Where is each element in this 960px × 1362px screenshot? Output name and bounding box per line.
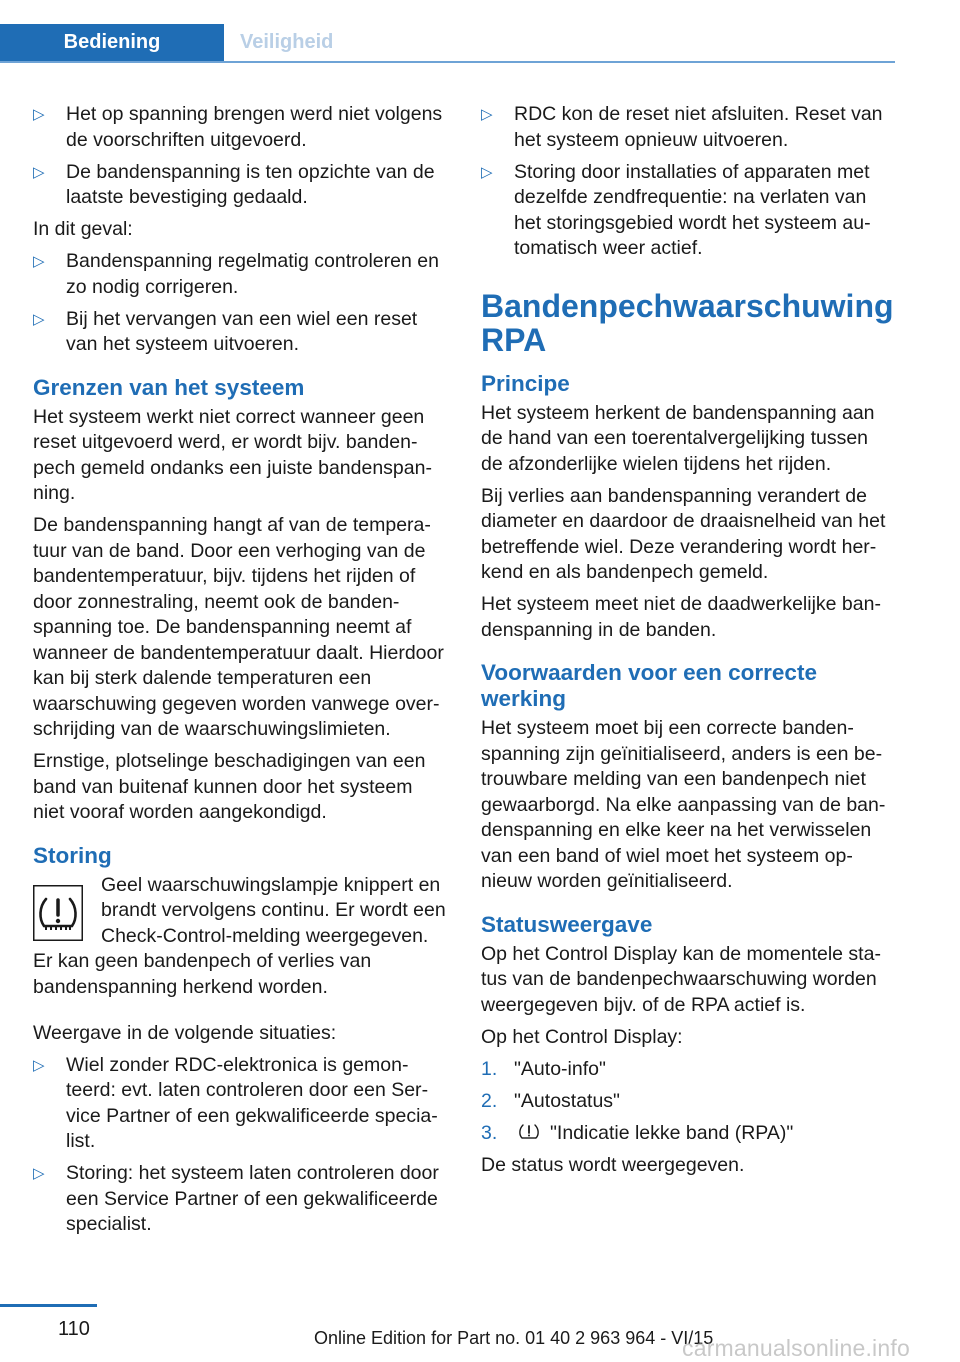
triangle-bullet-icon: ▷ bbox=[481, 163, 493, 181]
paragraph: Het systeem meet niet de daadwerkelijke bandenspanning in de banden. bbox=[481, 593, 881, 641]
left-column bbox=[33, 102, 448, 1244]
numbered-list bbox=[481, 1057, 893, 1147]
heading-bandenpechwaarschuwing: Bandenpechwaarschuwing RPA bbox=[481, 287, 894, 358]
triangle-bullet-icon: ▷ bbox=[33, 1056, 45, 1074]
tire-pressure-warning-icon bbox=[33, 885, 83, 941]
bullet-list bbox=[33, 1053, 448, 1238]
watermark: carmanualsonline.info bbox=[682, 1335, 910, 1361]
triangle-bullet-icon: ▷ bbox=[33, 310, 45, 328]
chapter-tabbar bbox=[0, 0, 895, 62]
list-item: 3. "Indicatie lekke band (RPA)" bbox=[481, 1121, 794, 1144]
tab-veiligheid[interactable]: Veiligheid bbox=[240, 31, 334, 53]
paragraph: De status wordt weergegeven. bbox=[481, 1153, 745, 1176]
paragraph: Weergave in de volgende situaties: bbox=[33, 1021, 337, 1044]
list-item: ▷ Storing: het systeem laten controleren door een Service Partner of een gekwalificeerde specialist. bbox=[33, 1161, 448, 1238]
paragraph: Geel waarschuwingslampje knippert en brandt vervolgens continu. Er wordt een Check-Control-melding weergegeven. Er kan geen bandenpech of verlies van bandenspanning herkend worden. bbox=[33, 873, 446, 998]
triangle-bullet-icon: ▷ bbox=[33, 253, 45, 270]
heading-voorwaarden: Voorwaarden voor een correcte werking bbox=[481, 660, 817, 711]
edition-text: Online Edition for Part no. 01 40 2 963 964 - VI/15 bbox=[314, 1328, 714, 1348]
heading-storing: Storing bbox=[33, 842, 112, 868]
list-item: ▷ RDC kon de reset niet afsluiten. Reset van het systeem opnieuw uitvoeren. bbox=[481, 102, 893, 153]
paragraph: Het systeem herkent de bandenspanning aan de hand van een toerentalvergelijking tussen de afzonderlijke wielen tijdens het rijden. bbox=[481, 401, 875, 475]
paragraph: Bij verlies aan bandenspanning verandert de diameter en daardoor de draaisnelheid van het betreffende wiel. Deze verandering wordt herkend en als bandenpech gemeld. bbox=[481, 484, 886, 583]
page-number: 110 bbox=[58, 1318, 90, 1340]
paragraph: De bandenspanning hangt af van de temperatuur van de band. Door een verhoging van de bandentemperatuur, bijv. tijdens het rijden of door zonnestraling, neemt ook de bandenspanning toe. De bandenspanning neemt af wanneer de bandentemperatuur daalt. Hierdoor kan bij sterk dalende temperaturen een waarschuwing gegeven worden vanwege overschrijding van de waarschuwingslimieten. bbox=[33, 514, 444, 740]
list-item: 1. "Auto-info" bbox=[481, 1057, 606, 1080]
paragraph: Op het Control Display kan de momentele status van de bandenpechwaarschuwing worden weergegeven bijv. of de RPA actief is. bbox=[481, 942, 881, 1016]
paragraph: Het systeem werkt niet correct wanneer geen reset uitgevoerd werd, er wordt bijv. bandenpech gemeld ondanks een juiste bandenspanning. bbox=[33, 405, 432, 504]
list-item: ▷ Bandenspanning regelmatig controleren en zo nodig corrigeren. bbox=[33, 249, 448, 300]
paragraph: Het systeem moet bij een correcte bandenspanning zijn geïnitialiseerd, anders is een betrouwbare melding van een bandenpech niet gewaarborgd. Na elke aanpassing van de bandenspanning en elke keer na het verwisselen van een band of wiel moet het systeem opnieuw worden geïnitialiseerd. bbox=[481, 717, 886, 892]
list-item: 2. "Autostatus" bbox=[481, 1089, 620, 1112]
right-column bbox=[481, 102, 893, 1185]
heading-principe: Principe bbox=[481, 370, 570, 396]
header-divider bbox=[0, 61, 895, 63]
list-item: ▷ De bandenspanning is ten opzichte van de laatste bevestiging gedaald. bbox=[33, 160, 448, 211]
warning-block bbox=[33, 873, 448, 1007]
triangle-bullet-icon: ▷ bbox=[33, 163, 45, 181]
bullet-list bbox=[481, 102, 893, 262]
bullet-list bbox=[33, 102, 448, 211]
heading-statusweergave: Statusweergave bbox=[481, 911, 653, 937]
list-item: ▷ Bij het vervangen van een wiel een reset van het systeem uitvoeren. bbox=[33, 307, 448, 358]
tire-warning-inline-icon bbox=[518, 1122, 540, 1142]
bullet-list bbox=[33, 249, 448, 358]
paragraph: Op het Control Display: bbox=[481, 1025, 683, 1048]
list-item: ▷ Storing door installaties of apparaten met dezelfde zendfrequentie: na verlaten van het storingsgebied wordt het systeem automatisch weer actief. bbox=[481, 160, 893, 262]
triangle-bullet-icon: ▷ bbox=[33, 1165, 45, 1182]
heading-grenzen: Grenzen van het systeem bbox=[33, 374, 305, 400]
triangle-bullet-icon: ▷ bbox=[33, 106, 45, 123]
paragraph: Ernstige, plotselinge beschadigingen van een band van buitenaf kunnen door het systeem niet vooraf worden aangekondigd. bbox=[33, 750, 426, 823]
list-item: ▷ Wiel zonder RDC-elektronica is gemonteerd: evt. laten controleren door een Service Partner of een gekwalificeerde specialist. bbox=[33, 1053, 448, 1155]
list-item: ▷ Het op spanning brengen werd niet volgens de voorschriften uitgevoerd. bbox=[33, 102, 448, 153]
footer-rule bbox=[0, 1304, 97, 1307]
triangle-bullet-icon: ▷ bbox=[481, 106, 493, 123]
tab-bediening[interactable]: Bediening bbox=[0, 24, 224, 61]
paragraph: In dit geval: bbox=[33, 218, 133, 240]
